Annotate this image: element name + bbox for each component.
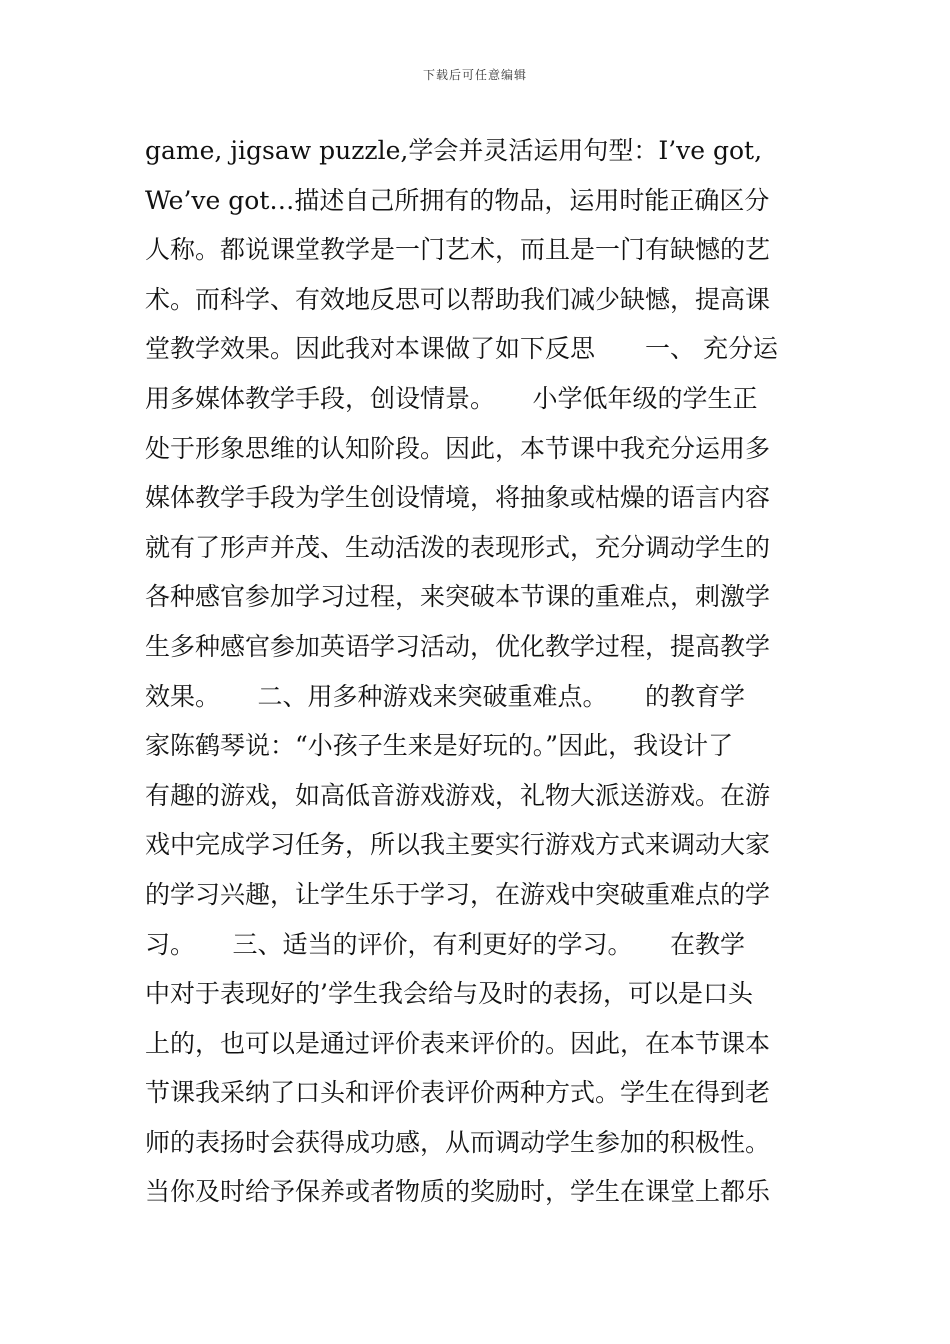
text-line: 堂教学效果。因此我对本课做了如下反思 一、 充分运 — [145, 334, 778, 364]
text-line: 术。而科学、有效地反思可以帮助我们减少缺憾，提高课 — [145, 284, 771, 314]
text-line: We’ve got…描述自己所拥有的物品，运用时能正确区分 — [145, 185, 770, 215]
text-line: 生多种感官参加英语学习活动，优化教学过程，提高教学 — [145, 631, 771, 661]
text-line: 处于形象思维的认知阶段。因此，本节课中我充分运用多 — [145, 433, 771, 463]
text-line: game, jigsaw puzzle,学会并灵活运用句型：I’ve got, — [145, 136, 763, 165]
text-line: 就有了形声并茂、生动活泼的表现形式，充分调动学生的 — [145, 532, 771, 562]
text-line: 上的，也可以是通过评价表来评价的。因此，在本节课本 — [145, 1028, 771, 1058]
text-line: 用多媒体教学手段，创设情景。 小学低年级的学生正 — [145, 383, 758, 413]
text-line: 有趣的游戏，如高低音游戏游戏，礼物大派送游戏。在游 — [145, 780, 771, 810]
page-header: 下载后可任意编辑 — [422, 68, 527, 82]
text-line: 师的表扬时会获得成功感，从而调动学生参加的积极性。 — [145, 1127, 771, 1157]
text-line: 的学习兴趣，让学生乐于学习，在游戏中突破重难点的学 — [145, 879, 771, 909]
document-body — [145, 126, 810, 1217]
text-line: 媒体教学手段为学生创设情境，将抽象或枯燥的语言内容 — [145, 483, 771, 513]
text-line: 家陈鹤琴说：“小孩子生来是好玩的。”因此，我设计了 — [145, 731, 734, 761]
text-line: 效果。 二、用多种游戏来突破重难点。 的教育学 — [145, 681, 746, 711]
text-line: 节课我采纳了口头和评价表评价两种方式。学生在得到老 — [145, 1078, 771, 1108]
text-line: 习。 三、适当的评价，有利更好的学习。 在教学 — [145, 929, 746, 959]
text-line: 各种感官参加学习过程，来突破本节课的重难点，刺激学 — [145, 582, 771, 612]
text-line: 中对于表现好的’学生我会给与及时的表扬，可以是口头 — [145, 979, 753, 1009]
text-line: 人称。都说课堂教学是一门艺术，而且是一门有缺憾的艺 — [145, 235, 771, 265]
text-line: 当你及时给予保养或者物质的奖励时，学生在课堂上都乐 — [145, 1177, 771, 1207]
text-line: 戏中完成学习任务，所以我主要实行游戏方式来调动大家 — [145, 830, 771, 860]
